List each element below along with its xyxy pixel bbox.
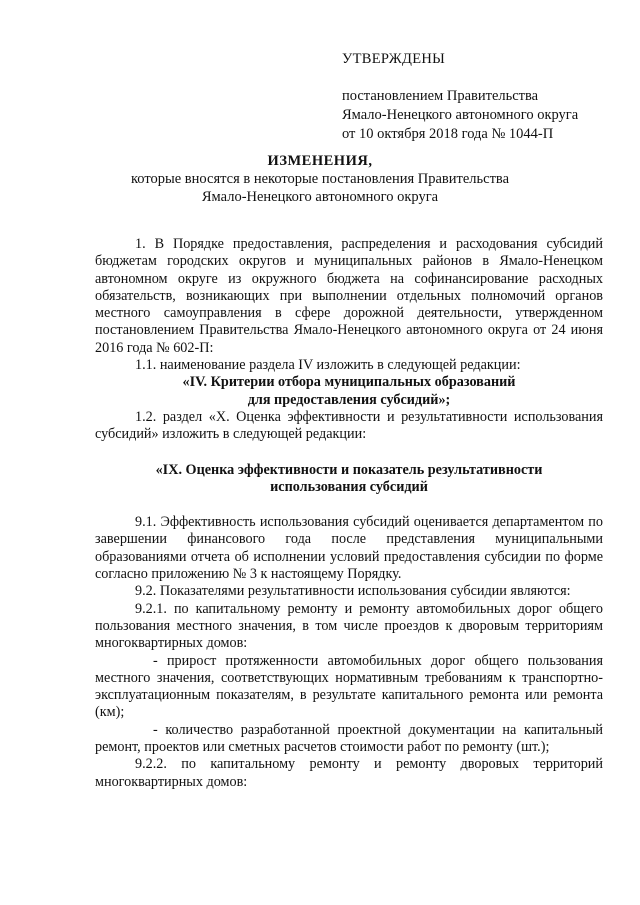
heading-subtitle-line: которые вносятся в некоторые постановления Правительства bbox=[130, 171, 510, 187]
bullet-item: - количество разработанной проектной документации на капитальный ремонт, проектов или сметных расчетов стоимости работ по ремонту (шт.); bbox=[95, 721, 603, 756]
paragraph-9-2: 9.2. Показателями результативности использования субсидии являются: bbox=[135, 583, 571, 600]
heading-title: ИЗМЕНЕНИЯ, bbox=[267, 153, 373, 169]
paragraph-9-1: 9.1. Эффективность использования субсидий оценивается департаментом по завершении финансового года после представления муниципальными образованиями отчета об исполнении условий предоставления субсидии по форме согласно приложению № 3 к настоящему Порядку. bbox=[95, 514, 603, 583]
section-iv-title-line: для предоставления субсидий»; bbox=[247, 391, 451, 408]
paragraph-1-2: 1.2. раздел «X. Оценка эффективности и результативности использования субсидий» изложить в следующей редакции: bbox=[95, 408, 603, 443]
section-ix-title-line: использования субсидий bbox=[270, 478, 428, 495]
section-iv-title-line: «IV. Критерии отбора муниципальных образований bbox=[182, 374, 516, 391]
approval-line: постановлением Правительства bbox=[342, 88, 539, 104]
approval-line: Ямало-Ненецкого автономного округа bbox=[342, 107, 579, 123]
paragraph-1-1: 1.1. наименование раздела IV изложить в следующей редакции: bbox=[135, 357, 521, 374]
section-ix-title-line: «IX. Оценка эффективности и показатель результативности bbox=[155, 461, 543, 478]
document-heading bbox=[60, 152, 580, 206]
bullet-item: - прирост протяженности автомобильных дорог общего пользования местного значения, соответствующих нормативным требованиям к транспортно-эксплуатационным показателям, в результате капитального ремонта или ремонта (км); bbox=[95, 652, 603, 721]
heading-subtitle-line: Ямало-Ненецкого автономного округа bbox=[201, 189, 439, 205]
document-body bbox=[95, 236, 603, 791]
approval-title: УТВЕРЖДЕНЫ bbox=[342, 51, 446, 67]
approval-line: от 10 октября 2018 года № 1044-П bbox=[342, 126, 554, 142]
paragraph-9-2-1: 9.2.1. по капитальному ремонту и ремонту автомобильных дорог общего пользования местного значения, в том числе проездов к дворовым территориям многоквартирных домов: bbox=[95, 600, 603, 652]
approval-block bbox=[342, 50, 578, 144]
paragraph-1: 1. В Порядке предоставления, распределения и расходования субсидий бюджетам городских округов и муниципальных районов в Ямало-Ненецком автономном округе из окружного бюджета на софинансирование расходных обязательств, возникающих при выполнении отдельных полномочий органов местного самоуправления в сфере дорожной деятельности, утвержденном постановлением Правительства Ямало-Ненецкого автономного округа от 24 июня 2016 года № 602-П: bbox=[95, 236, 603, 356]
paragraph-9-2-2: 9.2.2. по капитальному ремонту и ремонту дворовых территорий многоквартирных домов: bbox=[95, 756, 603, 790]
